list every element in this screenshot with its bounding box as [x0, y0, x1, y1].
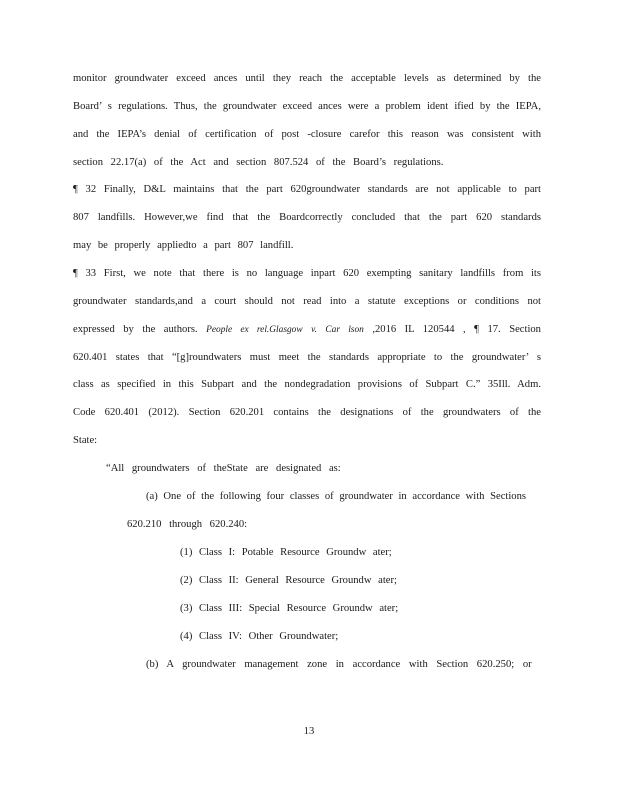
case-name: People ex rel.Glasgow — [206, 325, 303, 335]
citation-text: expressed by the authors. — [73, 324, 198, 335]
body-line: and the IEPA’s denial of certification of post -closure carefor this reason was consistent with — [73, 129, 541, 140]
citation-line — [73, 323, 541, 337]
class-item: (2) Class II: General Resource Groundw ater; — [180, 575, 397, 586]
body-line: State: — [73, 435, 98, 446]
quote-text: 620.401 states that “[ — [73, 352, 181, 363]
body-line: section 22.17(a) of the Act and section 807.524 of the Board’s regulations. — [73, 157, 444, 168]
class-item: (4) Class IV: Other Groundwater; — [180, 631, 339, 642]
class-item: (1) Class I: Potable Resource Groundw ater; — [180, 547, 392, 558]
page-number: 13 — [303, 726, 315, 737]
block-quote-item-a-cont: 620.210 through 620.240: — [127, 519, 248, 530]
case-name: Car lson — [325, 325, 364, 335]
citation-text: ,2016 IL 120544 , ¶ 17. Section — [372, 324, 541, 335]
class-item: (3) Class III: Special Resource Groundw ater; — [180, 603, 399, 614]
body-line: 807 landfills. However,we find that the Boardcorrectly concluded that the part 620 standards — [73, 212, 541, 223]
bracketed-letter: g — [180, 352, 186, 363]
body-line: monitor groundwater exceed ances until they reach the acceptable levels as determined by the — [73, 73, 541, 84]
block-quote-intro: “All groundwaters of theState are designated as: — [106, 463, 341, 474]
body-line: groundwater standards,and a court should not read into a statute exceptions or conditions not — [73, 296, 541, 307]
paragraph-32-line: ¶ 32 Finally, D&L maintains that the part 620groundwater standards are not applicable to part — [73, 184, 541, 195]
block-quote-item-b: (b) A groundwater management zone in accordance with Section 620.250; or — [146, 659, 532, 670]
quote-line — [73, 351, 541, 365]
body-line: Code 620.401 (2012). Section 620.201 contains the designations of the groundwaters of the — [73, 407, 541, 418]
block-quote-item-a: (a) One of the following four classes of groundwater in accordance with Sections — [146, 491, 526, 502]
body-line: class as specified in this Subpart and the nondegradation provisions of Subpart C.” 35Ill. Adm. — [73, 379, 541, 390]
paragraph-33-line: ¶ 33 First, we note that there is no language inpart 620 exempting sanitary landfills from its — [73, 268, 541, 279]
body-line: Board’ s regulations. Thus, the groundwater exceed ances were a problem ident ified by the IEPA, — [73, 101, 541, 112]
case-versus: v. — [311, 325, 317, 335]
body-line: may be properly appliedto a part 807 landfill. — [73, 240, 294, 251]
quote-text: ]roundwaters must meet the standards appropriate to the groundwater’ s — [185, 352, 541, 363]
